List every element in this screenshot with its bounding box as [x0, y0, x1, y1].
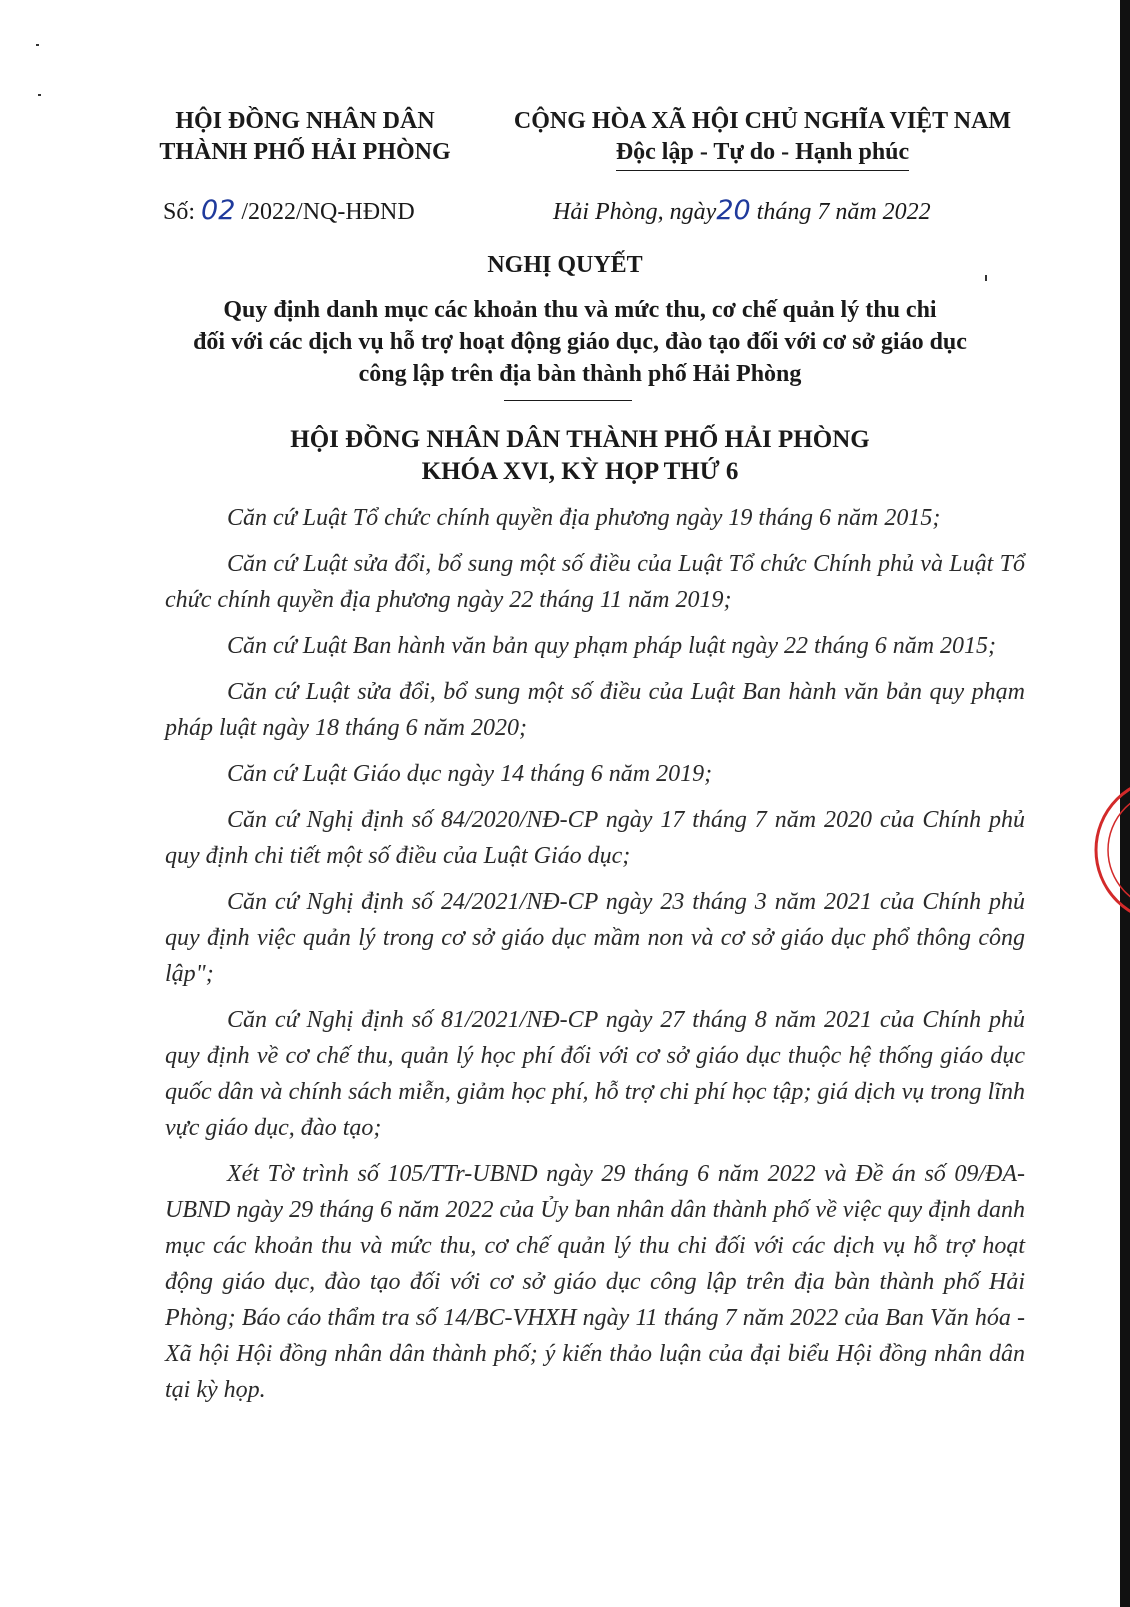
- paragraph: Căn cứ Luật Ban hành văn bản quy phạm pháp luật ngày 22 tháng 6 năm 2015;: [227, 633, 997, 659]
- paragraph: Căn cứ Luật Tổ chức chính quyền địa phương ngày 19 tháng 6 năm 2015;: [227, 505, 941, 531]
- scan-speck: [36, 44, 39, 46]
- council-heading: [0, 424, 1130, 488]
- authority-line-2: THÀNH PHỐ HẢI PHÒNG: [159, 139, 451, 165]
- paragraph: Căn cứ Nghị định số 24/2021/NĐ-CP ngày 23 tháng 3 năm 2021 của Chính phủ quy định việc quản lý trong cơ sở giáo dục mầm non và cơ sở giáo dục phổ thông công lập";: [165, 889, 1025, 987]
- paragraph: Căn cứ Nghị định số 81/2021/NĐ-CP ngày 27 tháng 8 năm 2021 của Chính phủ quy định về cơ chế thu, quản lý học phí đối với cơ sở giáo dục thuộc hệ thống giáo dục quốc dân và chính sách miễn, giảm học phí, hỗ trợ chi phí học tập; giá dịch vụ trong lĩnh vực giáo dục, đào tạo;: [165, 1007, 1025, 1141]
- subject-underline: [504, 400, 632, 401]
- issue-date: [553, 195, 931, 226]
- authority-line-1: HỘI ĐỒNG NHÂN DÂN: [175, 108, 435, 134]
- official-seal-icon: [1090, 770, 1130, 930]
- date-suffix: tháng 7 năm 2022: [756, 199, 931, 225]
- issuing-authority: [135, 106, 475, 168]
- doc-number-suffix: /2022/NQ-HĐND: [241, 199, 415, 225]
- nation-name: CỘNG HÒA XÃ HỘI CHỦ NGHĨA VIỆT NAM: [513, 108, 1012, 134]
- legal-basis: [165, 500, 1025, 1418]
- date-prefix: Hải Phòng, ngày: [553, 199, 717, 225]
- subject-line: đối với các dịch vụ hỗ trợ hoạt động giáo dục, đào tạo đối với cơ sở giáo dục: [193, 329, 967, 355]
- council-session: KHÓA XVI, KỲ HỌP THỨ 6: [421, 458, 739, 485]
- doc-number-handwritten: 02: [201, 195, 236, 226]
- council-name: HỘI ĐỒNG NHÂN DÂN THÀNH PHỐ HẢI PHÒNG: [290, 426, 870, 453]
- doc-number-prefix: Số:: [163, 199, 196, 225]
- document-subject: [130, 294, 1030, 390]
- national-motto: Độc lập - Tự do - Hạnh phúc: [616, 137, 909, 171]
- scan-speck: [38, 94, 41, 96]
- paragraph: Căn cứ Luật Giáo dục ngày 14 tháng 6 năm 2019;: [227, 761, 713, 787]
- paragraph: Căn cứ Luật sửa đổi, bổ sung một số điều của Luật Tổ chức Chính phủ và Luật Tổ chức chính quyền địa phương ngày 22 tháng 11 năm 2019;: [165, 551, 1025, 613]
- paragraph: Căn cứ Nghị định số 84/2020/NĐ-CP ngày 17 tháng 7 năm 2020 của Chính phủ quy định chi tiết một số điều của Luật Giáo dục;: [165, 807, 1025, 869]
- paragraph: Căn cứ Luật sửa đổi, bổ sung một số điều của Luật Ban hành văn bản quy phạm pháp luật ngày 18 tháng 6 năm 2020;: [165, 679, 1025, 741]
- subject-line: công lập trên địa bàn thành phố Hải Phòng: [358, 361, 802, 387]
- subject-line: Quy định danh mục các khoản thu và mức thu, cơ chế quản lý thu chi: [223, 297, 937, 323]
- paragraph: Xét Tờ trình số 105/TTr-UBND ngày 29 tháng 6 năm 2022 và Đề án số 09/ĐA-UBND ngày 29 tháng 6 năm 2022 của Ủy ban nhân dân thành phố về việc quy định danh mục các khoản thu và mức thu, cơ chế quản lý thu chi đối với các dịch vụ hỗ trợ hoạt động giáo dục, đào tạo đối với cơ sở giáo dục công lập trên địa bàn thành phố Hải Phòng; Báo cáo thẩm tra số 14/BC-VHXH ngày 11 tháng 7 năm 2022 của Ban Văn hóa - Xã hội Hội đồng nhân dân thành phố; ý kiến thảo luận của đại biểu Hội đồng nhân dân tại kỳ họp.: [165, 1161, 1025, 1403]
- national-header: [490, 106, 1035, 171]
- date-handwritten-day: 20: [716, 195, 751, 226]
- document-title: NGHỊ QUYẾT: [487, 252, 643, 278]
- document-number: [163, 195, 415, 226]
